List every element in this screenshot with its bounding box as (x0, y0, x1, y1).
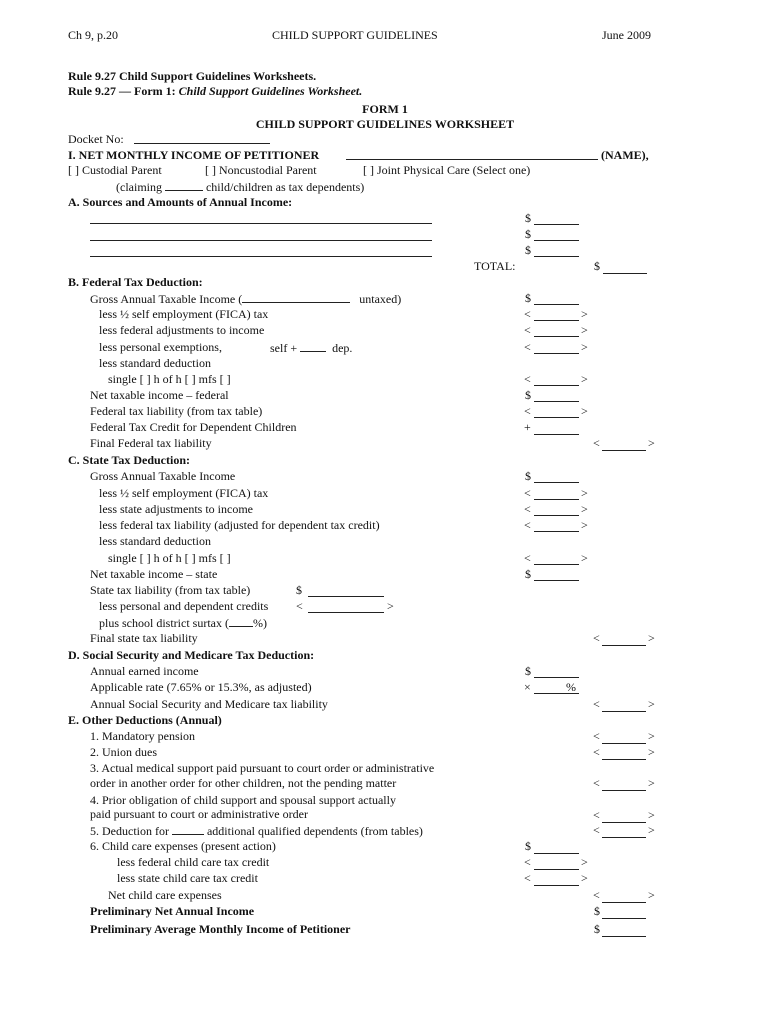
ss-medicare-liability-label: Annual Social Security and Medicare tax liability (90, 697, 328, 711)
dollar-sign: $ (525, 469, 531, 483)
section-d-heading: D. Social Security and Medicare Tax Deduction: (68, 648, 315, 662)
federal-net-taxable-label: Net taxable income – federal (90, 388, 229, 402)
less-bracket: < (524, 502, 531, 516)
qualified-dependents-label: 5. Deduction for additional qualified dependents (from tables) (90, 824, 423, 838)
state-fed-liability-field[interactable] (534, 531, 579, 532)
petitioner-name-field[interactable] (346, 159, 598, 160)
less-bracket: < (296, 599, 303, 613)
dollar-sign: $ (594, 922, 600, 936)
federal-net-taxable-field[interactable] (534, 401, 579, 402)
state-fica-label: less ½ self employment (FICA) tax (99, 486, 269, 500)
less-bracket: > (648, 888, 655, 902)
state-gross-label: Gross Annual Taxable Income (90, 469, 236, 483)
prior-obligation-label-2: paid pursuant to court or administrative order (90, 807, 308, 821)
less-bracket: < (524, 551, 531, 565)
federal-final-label: Final Federal tax liability (90, 436, 212, 450)
less-bracket: < (524, 486, 531, 500)
less-bracket: < (593, 823, 600, 837)
dollar-sign: $ (525, 388, 531, 402)
state-gross-field[interactable] (534, 482, 579, 483)
state-std-deduction-field[interactable] (534, 564, 579, 565)
less-bracket: < (593, 776, 600, 790)
dollar-sign: $ (594, 259, 600, 273)
child-care-label: 6. Child care expenses (present action) (90, 839, 276, 853)
less-bracket: < (524, 855, 531, 869)
less-bracket: < (593, 808, 600, 822)
less-bracket: > (581, 307, 588, 321)
federal-std-deduction-field[interactable] (534, 385, 579, 386)
dollar-sign: $ (525, 291, 531, 305)
gross-taxable-income-federal: Gross Annual Taxable Income ( untaxed) (90, 292, 402, 306)
less-bracket: > (581, 486, 588, 500)
plus-sign: + (524, 420, 531, 434)
less-bracket: < (593, 745, 600, 759)
docket-field[interactable] (134, 143, 270, 144)
mandatory-pension-label: 1. Mandatory pension (90, 729, 195, 743)
medical-support-label-2: order in another order for other children, not the pending matter (90, 776, 397, 790)
dependents-count-field[interactable] (165, 179, 203, 191)
section-e-heading: E. Other Deductions (Annual) (68, 713, 222, 727)
state-liability-field[interactable] (308, 596, 384, 597)
prelim-net-annual-label: Preliminary Net Annual Income (90, 904, 255, 918)
untaxed-field[interactable] (242, 291, 350, 303)
prelim-monthly-field[interactable] (602, 936, 646, 937)
less-bracket: < (524, 871, 531, 885)
prelim-monthly-label: Preliminary Average Monthly Income of Petitioner (90, 922, 351, 936)
name-label: (NAME), (601, 148, 649, 162)
federal-credit-label: Federal Tax Credit for Dependent Children (90, 420, 297, 434)
less-bracket: < (524, 340, 531, 354)
child-care-state-credit-label: less state child care tax credit (117, 871, 258, 885)
dollar-sign: $ (525, 243, 531, 257)
less-bracket: < (524, 323, 531, 337)
earned-income-label: Annual earned income (90, 664, 199, 678)
less-bracket: > (581, 551, 588, 565)
less-bracket: > (648, 729, 655, 743)
less-bracket: > (581, 502, 588, 516)
less-bracket: > (648, 808, 655, 822)
less-bracket: > (648, 631, 655, 645)
federal-fica-label: less ½ self employment (FICA) tax (99, 307, 269, 321)
form-subtitle: CHILD SUPPORT GUIDELINES WORKSHEET (255, 117, 515, 131)
state-liability-label: State tax liability (from tax table) (90, 583, 251, 597)
less-bracket: < (524, 518, 531, 532)
noncustodial-parent-checkbox[interactable]: [ ] Noncustodial Parent (205, 163, 317, 177)
custodial-parent-checkbox[interactable]: [ ] Custodial Parent (68, 163, 162, 177)
docket-label: Docket No: (68, 132, 124, 146)
federal-gross-field[interactable] (534, 304, 579, 305)
header-chapter: Ch 9, p.20 (68, 28, 119, 42)
less-bracket: < (524, 404, 531, 418)
net-child-care-field[interactable] (602, 902, 646, 903)
income-source-line[interactable] (90, 256, 432, 257)
federal-final-field[interactable] (602, 450, 646, 451)
section-b-heading: B. Federal Tax Deduction: (68, 275, 203, 289)
federal-adjustments-label: less federal adjustments to income (99, 323, 265, 337)
form-title: FORM 1 (362, 102, 408, 116)
section-c-heading: C. State Tax Deduction: (68, 453, 191, 467)
dollar-sign: $ (525, 839, 531, 853)
state-credits-label: less personal and dependent credits (99, 599, 269, 613)
income-source-line[interactable] (90, 240, 432, 241)
state-fed-liability-label: less federal tax liability (adjusted for dependent tax credit) (99, 518, 380, 532)
dollar-sign: $ (525, 211, 531, 225)
rule-heading: Rule 9.27 Child Support Guidelines Worksheets. (68, 69, 317, 83)
self-plus-dep: self + dep. (270, 341, 353, 355)
less-bracket: > (581, 871, 588, 885)
qualified-dependents-count-field[interactable] (172, 823, 204, 835)
less-bracket: < (524, 307, 531, 321)
income-amount-field[interactable] (534, 240, 579, 241)
less-bracket: > (581, 518, 588, 532)
less-bracket: < (593, 888, 600, 902)
medical-support-field[interactable] (602, 790, 646, 791)
less-bracket: > (581, 323, 588, 337)
income-total-field[interactable] (603, 273, 647, 274)
dollar-sign: $ (594, 904, 600, 918)
less-bracket: > (648, 823, 655, 837)
times-sign: × (524, 680, 531, 694)
dollar-sign: $ (525, 227, 531, 241)
state-net-taxable-field[interactable] (534, 580, 579, 581)
section-i-heading: I. NET MONTHLY INCOME OF PETITIONER (68, 148, 320, 162)
qualified-dependents-field[interactable] (602, 837, 646, 838)
less-bracket: > (387, 599, 394, 613)
dollar-sign: $ (296, 583, 302, 597)
income-source-line[interactable] (90, 223, 432, 224)
prior-obligation-field[interactable] (602, 822, 646, 823)
rule-subheading: Rule 9.27 — Form 1: Child Support Guidelines Worksheet. (68, 84, 363, 98)
less-bracket: < (593, 729, 600, 743)
state-adjustments-label: less state adjustments to income (99, 502, 253, 516)
federal-exemptions-label: less personal exemptions, (99, 340, 222, 354)
less-bracket: > (648, 776, 655, 790)
dollar-sign: $ (525, 664, 531, 678)
less-bracket: > (648, 745, 655, 759)
header-title: CHILD SUPPORT GUIDELINES (272, 28, 438, 42)
earned-income-field[interactable] (534, 677, 579, 678)
state-net-taxable-label: Net taxable income – state (90, 567, 218, 581)
medical-support-label-1: 3. Actual medical support paid pursuant to court order or administrative (90, 761, 435, 775)
state-adjustments-field[interactable] (534, 515, 579, 516)
child-care-fed-credit-label: less federal child care tax credit (117, 855, 270, 869)
less-bracket: > (581, 855, 588, 869)
child-care-state-credit-field[interactable] (534, 885, 579, 886)
ss-medicare-liability-field[interactable] (602, 711, 646, 712)
state-std-deduction-label: less standard deduction (99, 534, 211, 548)
federal-credit-field[interactable] (534, 434, 579, 435)
state-final-label: Final state tax liability (90, 631, 198, 645)
dollar-sign: $ (525, 567, 531, 581)
less-bracket: > (648, 697, 655, 711)
net-child-care-label: Net child care expenses (108, 888, 222, 902)
federal-filing-status-checkboxes[interactable]: single [ ] h of h [ ] mfs [ ] (108, 372, 231, 386)
less-bracket: > (581, 340, 588, 354)
less-bracket: > (648, 436, 655, 450)
income-amount-field[interactable] (534, 224, 579, 225)
joint-care-checkbox[interactable]: [ ] Joint Physical Care (Select one) (363, 163, 531, 177)
prior-obligation-label-1: 4. Prior obligation of child support and spousal support actually (90, 793, 396, 807)
percent-sign: % (566, 680, 576, 694)
less-bracket: < (593, 436, 600, 450)
federal-exemptions-field[interactable] (534, 353, 579, 354)
state-filing-status-checkboxes[interactable]: single [ ] h of h [ ] mfs [ ] (108, 551, 231, 565)
less-bracket: < (593, 697, 600, 711)
less-bracket: < (593, 631, 600, 645)
income-amount-field[interactable] (534, 256, 579, 257)
section-a-heading: A. Sources and Amounts of Annual Income: (68, 195, 293, 209)
federal-std-deduction-label: less standard deduction (99, 356, 211, 370)
less-bracket: < (524, 372, 531, 386)
federal-adjustments-field[interactable] (534, 336, 579, 337)
mandatory-pension-field[interactable] (602, 743, 646, 744)
union-dues-label: 2. Union dues (90, 745, 157, 759)
surtax-percent-field[interactable] (229, 615, 253, 627)
union-dues-field[interactable] (602, 759, 646, 760)
total-label: TOTAL: (474, 259, 516, 273)
state-fica-field[interactable] (534, 499, 579, 500)
child-care-field[interactable] (534, 853, 579, 854)
federal-liability-label: Federal tax liability (from tax table) (90, 404, 263, 418)
state-surtax-label: plus school district surtax ( %) (99, 616, 267, 630)
claiming-line: (claiming child/children as tax dependents) (116, 180, 365, 194)
less-bracket: > (581, 372, 588, 386)
federal-liability-field[interactable] (534, 417, 579, 418)
child-care-fed-credit-field[interactable] (534, 869, 579, 870)
header-date: June 2009 (602, 28, 651, 42)
prelim-net-annual-field[interactable] (602, 918, 646, 919)
less-bracket: > (581, 404, 588, 418)
applicable-rate-label: Applicable rate (7.65% or 15.3%, as adjusted) (90, 680, 312, 694)
state-final-field[interactable] (602, 645, 646, 646)
dependents-field[interactable] (300, 340, 326, 352)
state-credits-field[interactable] (308, 612, 384, 613)
federal-fica-field[interactable] (534, 320, 579, 321)
